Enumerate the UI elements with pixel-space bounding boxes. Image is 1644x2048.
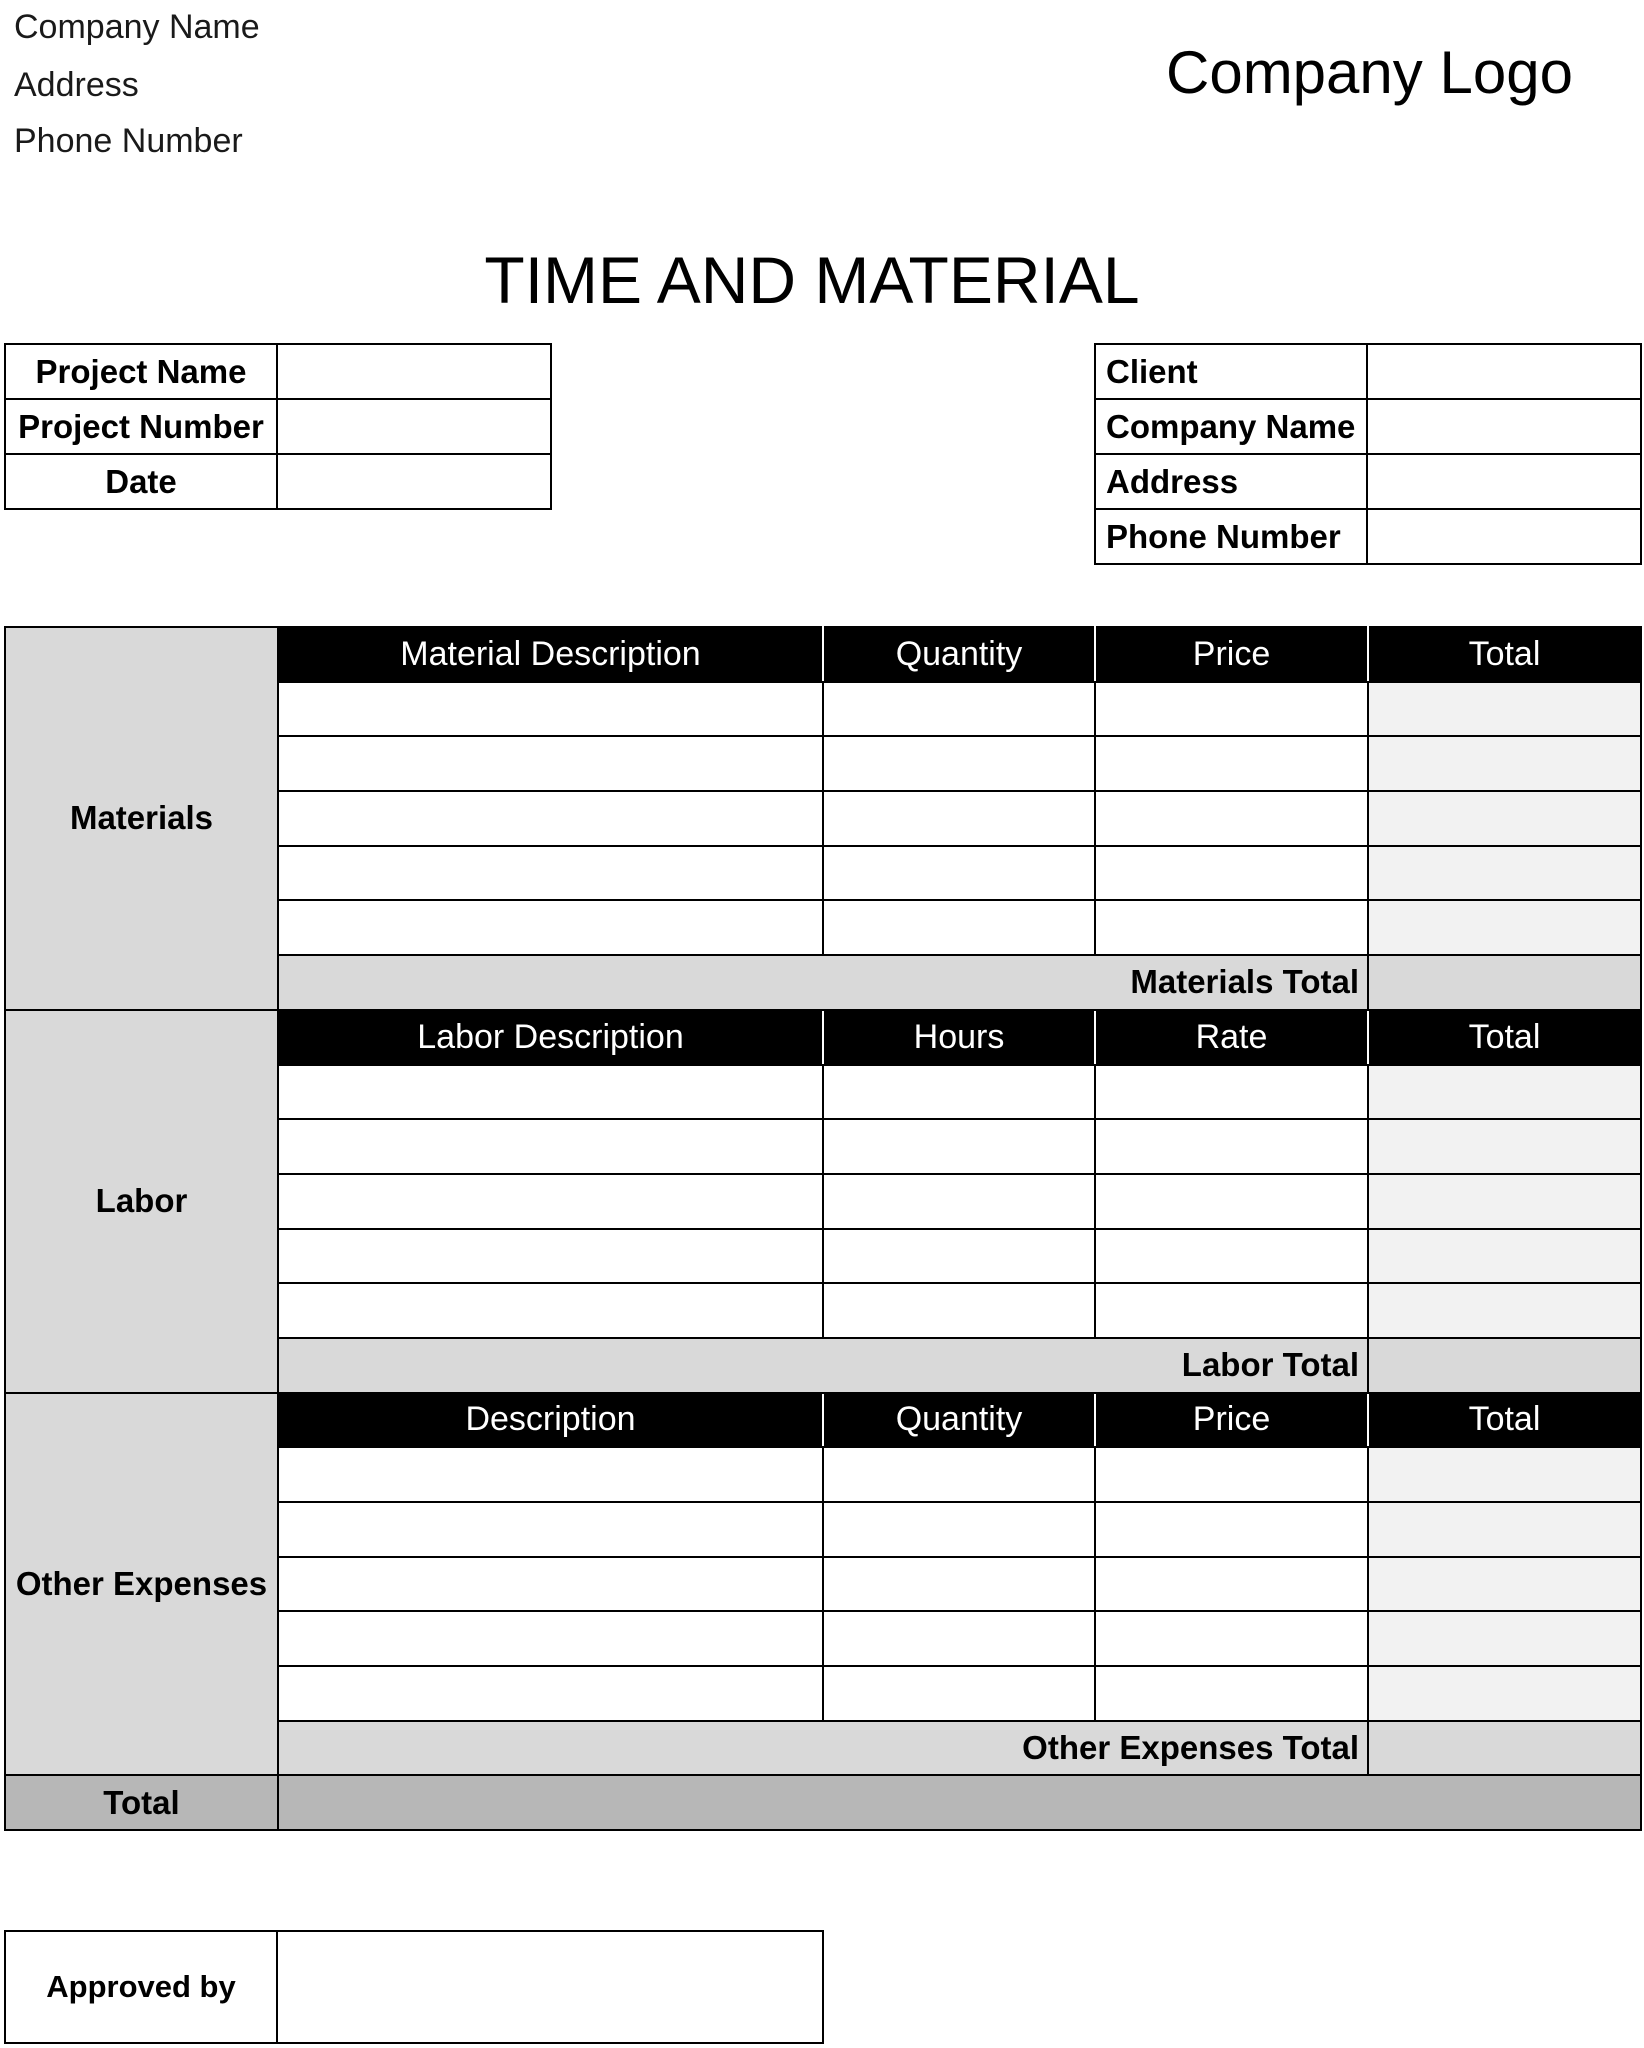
- column-header: Total: [1368, 1010, 1641, 1065]
- materials-total-value[interactable]: [1368, 955, 1641, 1010]
- price-cell[interactable]: [1095, 1502, 1368, 1557]
- quantity-cell[interactable]: [823, 846, 1095, 901]
- project-info-table: [4, 343, 552, 510]
- approval-row: [5, 1931, 823, 2043]
- labor-header-row: [5, 1010, 1641, 1065]
- description-cell[interactable]: [278, 1666, 823, 1721]
- total-cell[interactable]: [1368, 1283, 1641, 1338]
- column-header: Quantity: [823, 627, 1095, 682]
- total-cell[interactable]: [1368, 682, 1641, 737]
- project-number-label: Project Number: [5, 399, 277, 454]
- total-cell[interactable]: [1368, 1502, 1641, 1557]
- total-cell[interactable]: [1368, 1557, 1641, 1612]
- total-cell[interactable]: [1368, 1174, 1641, 1229]
- column-header: Price: [1095, 1393, 1368, 1448]
- hours-cell[interactable]: [823, 1119, 1095, 1174]
- quantity-cell[interactable]: [823, 1447, 1095, 1502]
- project-name-field[interactable]: [277, 344, 551, 399]
- rate-cell[interactable]: [1095, 1119, 1368, 1174]
- cost-table: [4, 626, 1642, 1831]
- company-name-text: Company Name: [14, 8, 260, 46]
- column-header: Rate: [1095, 1010, 1368, 1065]
- total-cell[interactable]: [1368, 1447, 1641, 1502]
- quantity-cell[interactable]: [823, 1666, 1095, 1721]
- client-field[interactable]: [1367, 344, 1641, 399]
- description-cell[interactable]: [278, 1611, 823, 1666]
- labor-total-label: Labor Total: [278, 1338, 1368, 1393]
- material-description-cell[interactable]: [278, 900, 823, 955]
- project-number-row: [5, 399, 551, 454]
- quantity-cell[interactable]: [823, 791, 1095, 846]
- column-header: Hours: [823, 1010, 1095, 1065]
- date-row: [5, 454, 551, 509]
- approved-by-field[interactable]: [277, 1931, 823, 2043]
- material-description-cell[interactable]: [278, 736, 823, 791]
- company-phone-text: Phone Number: [14, 122, 243, 160]
- client-label: Client: [1095, 344, 1367, 399]
- total-cell[interactable]: [1368, 1119, 1641, 1174]
- hours-cell[interactable]: [823, 1065, 1095, 1120]
- labor-total-value[interactable]: [1368, 1338, 1641, 1393]
- total-cell[interactable]: [1368, 736, 1641, 791]
- hours-cell[interactable]: [823, 1174, 1095, 1229]
- labor-description-cell[interactable]: [278, 1119, 823, 1174]
- other-expenses-total-label: Other Expenses Total: [278, 1721, 1368, 1776]
- quantity-cell[interactable]: [823, 1502, 1095, 1557]
- description-cell[interactable]: [278, 1502, 823, 1557]
- hours-cell[interactable]: [823, 1229, 1095, 1284]
- client-company-row: [1095, 399, 1641, 454]
- client-info-table: [1094, 343, 1642, 565]
- rate-cell[interactable]: [1095, 1065, 1368, 1120]
- other-expenses-total-value[interactable]: [1368, 1721, 1641, 1776]
- total-cell[interactable]: [1368, 1229, 1641, 1284]
- total-cell[interactable]: [1368, 1065, 1641, 1120]
- description-cell[interactable]: [278, 1557, 823, 1612]
- project-number-field[interactable]: [277, 399, 551, 454]
- price-cell[interactable]: [1095, 900, 1368, 955]
- client-address-field[interactable]: [1367, 454, 1641, 509]
- approved-by-label: Approved by: [5, 1931, 277, 2043]
- rate-cell[interactable]: [1095, 1229, 1368, 1284]
- other-expenses-header-row: [5, 1393, 1641, 1448]
- client-phone-label: Phone Number: [1095, 509, 1367, 564]
- company-logo-placeholder: Company Logo: [1166, 39, 1573, 106]
- page-title: [0, 242, 1644, 318]
- quantity-cell[interactable]: [823, 736, 1095, 791]
- price-cell[interactable]: [1095, 1611, 1368, 1666]
- price-cell[interactable]: [1095, 682, 1368, 737]
- price-cell[interactable]: [1095, 736, 1368, 791]
- client-row: [1095, 344, 1641, 399]
- price-cell[interactable]: [1095, 846, 1368, 901]
- material-description-cell[interactable]: [278, 846, 823, 901]
- column-header: Quantity: [823, 1393, 1095, 1448]
- column-header: Description: [278, 1393, 823, 1448]
- labor-section-label: Labor: [5, 1010, 278, 1393]
- price-cell[interactable]: [1095, 1666, 1368, 1721]
- total-cell[interactable]: [1368, 1611, 1641, 1666]
- total-cell[interactable]: [1368, 1666, 1641, 1721]
- total-cell[interactable]: [1368, 791, 1641, 846]
- column-header: Labor Description: [278, 1010, 823, 1065]
- date-field[interactable]: [277, 454, 551, 509]
- total-cell[interactable]: [1368, 846, 1641, 901]
- price-cell[interactable]: [1095, 1447, 1368, 1502]
- client-company-label: Company Name: [1095, 399, 1367, 454]
- company-address-text: Address: [14, 66, 139, 104]
- materials-total-label: Materials Total: [278, 955, 1368, 1010]
- quantity-cell[interactable]: [823, 900, 1095, 955]
- price-cell[interactable]: [1095, 791, 1368, 846]
- quantity-cell[interactable]: [823, 682, 1095, 737]
- hours-cell[interactable]: [823, 1283, 1095, 1338]
- materials-header-row: [5, 627, 1641, 682]
- grand-total-label: Total: [5, 1775, 278, 1830]
- price-cell[interactable]: [1095, 1557, 1368, 1612]
- labor-description-cell[interactable]: [278, 1065, 823, 1120]
- client-phone-field[interactable]: [1367, 509, 1641, 564]
- material-description-cell[interactable]: [278, 791, 823, 846]
- column-header: Total: [1368, 627, 1641, 682]
- labor-description-cell[interactable]: [278, 1283, 823, 1338]
- date-label: Date: [5, 454, 277, 509]
- grand-total-value[interactable]: [278, 1775, 1641, 1830]
- description-cell[interactable]: [278, 1447, 823, 1502]
- page-title-text: TIME AND MATERIAL: [484, 243, 1140, 317]
- column-header: Total: [1368, 1393, 1641, 1448]
- material-description-cell[interactable]: [278, 682, 823, 737]
- approval-table: [4, 1930, 824, 2044]
- other-expenses-section-label: Other Expenses: [5, 1393, 278, 1776]
- materials-section-label: Materials: [5, 627, 278, 1010]
- column-header: Price: [1095, 627, 1368, 682]
- rate-cell[interactable]: [1095, 1283, 1368, 1338]
- total-cell[interactable]: [1368, 900, 1641, 955]
- client-phone-row: [1095, 509, 1641, 564]
- client-company-field[interactable]: [1367, 399, 1641, 454]
- column-header: Material Description: [278, 627, 823, 682]
- labor-description-cell[interactable]: [278, 1229, 823, 1284]
- project-name-row: [5, 344, 551, 399]
- client-address-row: [1095, 454, 1641, 509]
- rate-cell[interactable]: [1095, 1174, 1368, 1229]
- quantity-cell[interactable]: [823, 1557, 1095, 1612]
- project-name-label: Project Name: [5, 344, 277, 399]
- grand-total-row: [5, 1775, 1641, 1830]
- client-address-label: Address: [1095, 454, 1367, 509]
- quantity-cell[interactable]: [823, 1611, 1095, 1666]
- labor-description-cell[interactable]: [278, 1174, 823, 1229]
